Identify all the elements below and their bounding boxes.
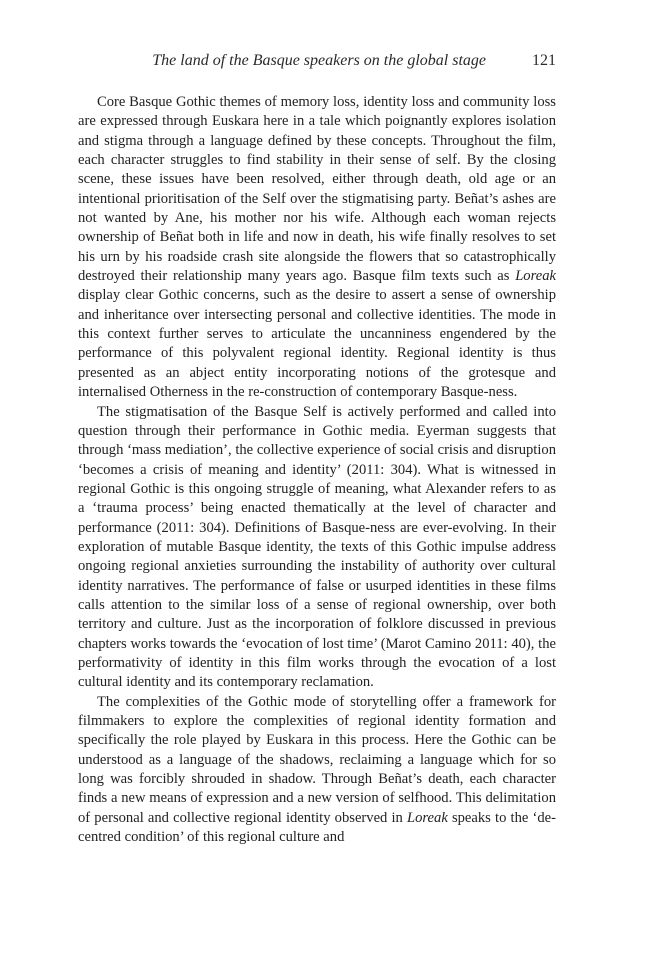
- running-title: The land of the Basque speakers on the global stage: [152, 52, 486, 69]
- text-run: speaks to the ‘de-centred condition’ of this regional culture and: [78, 809, 556, 846]
- paragraph: [78, 693, 556, 848]
- text-run: The complexities of the Gothic mode of storytelling offer a framework for filmmakers to explore the complexities of regional identity formation and specifically the role played by Euskara in this process. Here the Gothic can be understood as a language of the shadows, reclaiming a language which for so long was forcibly shrouded in shadow. Through Beñat’s death, each character finds a new means of expression and a new version of selfhood. This delimitation of personal and collective regional identity observed in: [78, 693, 556, 826]
- film-title: Loreak: [407, 809, 448, 826]
- film-title: Loreak: [515, 268, 556, 285]
- text-run: The stigmatisation of the Basque Self is actively performed and called into question through their performance in Gothic media. Eyerman suggests that through ‘mass mediation’, the collective experience of social crisis and disruption ‘becomes a crisis of meaning and identity’ (2011: 304). What is witnessed in regional Gothic is this ongoing struggle of meaning, what Alexander refers to as a ‘trauma process’ being enacted thematically at the level of character and performance (2011: 304). Definitions of Basque-ness are ever-evolving. In their exploration of mutable Basque identity, the texts of this Gothic impulse address ongoing regional anxieties surrounding the instability of authority over cultural identity narratives. The performance of false or usurped identities in these films calls attention to the similar loss of a sense of regional ownership, over both territory and culture. Just as the incorporation of folklore discussed in previous chapters works towards the ‘evocation of lost time’ (Marot Camino 2011: 40), the performativity of identity in this film works through the evocation of a lost cultural identity and its contemporary reclamation.: [78, 403, 556, 691]
- paragraph: [78, 403, 556, 693]
- paragraph: [78, 93, 556, 403]
- text-run: display clear Gothic concerns, such as the desire to assert a sense of ownership and inheritance over intersecting personal and collective identities. The mode in this context further serves to articulate the uncanniness engendered by the performance of this polyvalent regional identity. Regional identity is thus presented as an abject entity incorporating notions of the grotesque and internalised Otherness in the re-construction of contemporary Basque-ness.: [78, 287, 556, 401]
- page-number: 121: [532, 52, 556, 69]
- body-text: [78, 93, 556, 847]
- page-header: [78, 52, 556, 74]
- text-run: Core Basque Gothic themes of memory loss, identity loss and community loss are expressed through Euskara here in a tale which poignantly explores isolation and stigma through a language defined by these concepts. Throughout the film, each character struggles to find stability in their sense of self. By the closing scene, these issues have been resolved, either through death, old age or an intentional prioritisation of the Self over the stigmatising party. Beñat’s ashes are not wanted by Ane, his mother nor his wife. Although each woman rejects ownership of Beñat both in life and now in death, his wife finally resolves to set his urn by his roadside crash site alongside the flowers that so catastrophically destroyed their relationship many years ago. Basque film texts such as: [78, 94, 556, 285]
